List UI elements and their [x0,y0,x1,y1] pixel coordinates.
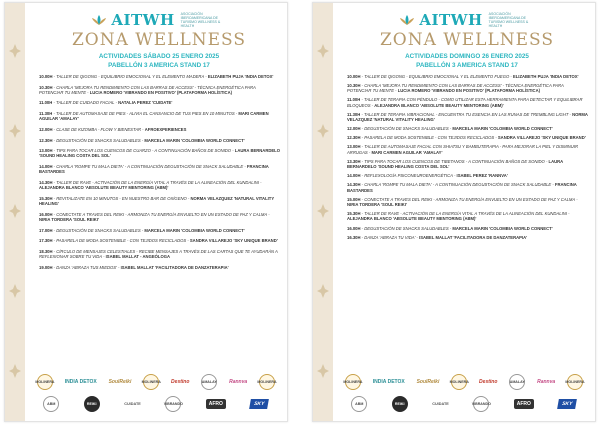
entry-description: - DEGUSTACIÓN DE SNACKS SALUDABLES - [360,126,453,132]
sponsor-footer [25,371,287,415]
entry-speaker: NORMA VELAZQUEZ 'NATURAL VITALITY HEALING' [347,111,588,123]
schedule-entry [345,197,589,208]
schedule-entry [37,127,281,132]
entry-speaker: FRANCINA BASTARDES [39,164,269,175]
entry-description: - TIPS PARA TOCAR LOS CUENCOS DE CUARZO - A CONTINUACIÓN BAÑOS DE SONIDO - [52,148,235,154]
schedule-entry [345,83,589,94]
entry-time: 13.00H [347,144,361,150]
ornament-icon [316,283,330,299]
entry-speaker: ALEJANDRA BLANCO 'ABSOLUTE BEAUTY MENTORING (ABM)' [347,216,477,222]
entry-description: - CHARLA 'MEJORA TU RENDIMIENTO CON LAS BARRAS DE ACCESS' - TÉCNICA ENERGÉTICA PARA POTENCIAR TU MENTE - [347,83,564,94]
sponsor-logo: VIBRANDO [473,396,489,412]
schedule-entry [37,100,281,105]
entry-time: 14.30H [39,179,53,185]
entry-speaker: NIRIA TORDERA 'SOUL REIKI' [39,217,99,223]
entry-time: 12.00H [347,126,361,132]
entry-description: - CONECTATE A TRAVES DEL REIKI - ARMONIZA TU ENERGÍA ENVUELTO EN UN ESTADO DE PAZ Y CALMA - [360,196,578,202]
entry-time: 19.00H [39,264,53,270]
schedule-entry [37,164,281,175]
entry-description: - PASARELA DE MODA SOSTENIBLE - CON TEJIDOS RECICLADOS - [52,238,190,244]
ornament-icon [8,43,22,59]
entry-description: - CHARLA 'ROMPE TU MALA DIETA' - A CONTINUACIÓN DEGUSTACIÓN DE SNACK SALUDABLE - [360,182,555,188]
entry-speaker: ISABEL MALLAT 'FACILITADORA DE DANZATERAPIA' [419,234,528,240]
schedule-entry [345,97,589,108]
sponsor-footer [333,371,595,415]
entry-description: - PASARELA DE MODA SOSTENIBLE - CON TEJIDOS RECICLADOS - [360,135,498,141]
schedule-entry [37,148,281,159]
schedule-entry [37,249,281,260]
entry-speaker: MARCELA MARIN 'COLOMBIA WORLD CONNECT' [144,227,245,233]
entry-description: - DANZA 'ABRAZA TUS MIEDOS' - [52,264,121,270]
entry-description: - DANZA 'ABRAZA TU VIDA' - [360,234,420,240]
sponsor-logo: Destino [171,379,190,385]
entry-description: - TALLER DE TERAPIA VIBRACIONAL - ENCUENTRA TU ESENCIA EN LAS RUNAS DE TREMBLING LIGHT - [360,111,573,117]
entry-speaker: ISABEL MALLAT 'FACILITADORA DE DANZATERAPIA' [120,264,229,270]
entry-speaker: LUCIA ROMERO 'VIBRANDO EN POSITIVO' (PLATAFORMA HOLÍSTICA) [397,88,540,94]
aitwh-logo [345,11,589,29]
schedule-entry [345,235,589,240]
activities-heading: ACTIVIDADES SÁBADO 25 ENERO 2025 [98,53,220,60]
entry-time: 10.30H [347,83,361,89]
schedule-entry [345,144,589,155]
entry-description: - DEGUSTACIÓN DE SNACKS SALUDABLES - [52,137,145,143]
entry-time: 12.30H [39,137,53,143]
entry-time: 13.30H [347,158,361,164]
schedule-entry [345,126,589,131]
schedule-entry [37,85,281,96]
entry-description: - DEGUSTACIÓN DE SNACKS SALUDABLES - [52,227,145,233]
entry-time: 12.00H [39,126,53,132]
schedule-entry [37,180,281,191]
zona-title: ZONA WELLNESS [379,30,555,50]
schedule-entry [37,196,281,207]
entry-speaker: ALEJANDRA BLANCO 'ABSOLUTE BEAUTY MENTORING (ABM)' [39,185,169,191]
entry-speaker: LAURA BERNARDELO 'SOUND HEALING COSTA DEL SOL' [347,158,564,170]
entry-time: 16.00H [347,225,361,231]
entry-speaker: ISABEL MALLAT - ANGEÓLOGA [105,254,170,260]
sponsor-logo: ABM [351,396,367,412]
entry-time: 15.00H [347,196,361,202]
schedule-sheet-saturday [4,2,288,422]
activities-heading: ACTIVIDADES DOMINGO 26 ENERO 2025 [405,53,529,60]
entry-speaker: MARCELA MARIN 'COLOMBIA WORLD CONNECT' [144,137,245,143]
sponsor-logo: VIBRANDO [165,396,181,412]
schedule-sheet-sunday [312,2,596,422]
sponsor-row-1 [25,371,287,393]
schedule-entry [345,135,589,140]
sponsor-logo: REIKI [392,396,408,412]
schedule-entry [345,173,589,178]
schedule-entry [345,112,589,123]
entry-description: - TALLER DE QIGONG - EQUILIBRIO EMOCIONAL Y EL ELEMENTO MADERA - [52,74,208,79]
sponsor-logo: MOLINERA [567,374,583,390]
lotus-icon [399,13,415,27]
entry-speaker: NATALIA PEREZ 'CUIDATE' [118,100,173,106]
ornament-icon [316,123,330,139]
ornament-icon [8,203,22,219]
entry-description: - TALLER DE AUTOMASAJE FACIAL CON SHIATSU Y BAMBUTERAPIA - PARA MEJORAR LA PIEL Y DISMINUIR ARRUGAS - [347,144,579,155]
entry-description: - TALLER DE RAVE - ACTIVACIÓN DE LA ENERGÍA VITAL A TRAVÉS DE LA ALINEACIÓN DEL KUNDALINI - [52,179,262,185]
entry-time: 14.00H [347,173,361,179]
sheet-content [333,3,595,421]
sponsor-logo: REIKI [84,396,100,412]
zona-title: ZONA WELLNESS [71,30,247,50]
entry-time: 12.30H [347,135,361,141]
lotus-icon [91,13,107,27]
sponsor-logo: SoulReiki [416,379,440,385]
logo-text: AITWH [419,11,483,29]
entry-time: 11.00H [347,97,361,103]
entry-speaker: ALEJANDRA BLANCO 'ABSOLUTE BEAUTY MENTORING (ABM)' [374,102,504,108]
schedule-entry [37,228,281,233]
entry-description: - DEGUSTACIÓN DE SNACKS SALUDABLES - [360,225,453,231]
sponsor-logo: MOLINERA [345,374,361,390]
ornament-icon [8,123,22,139]
sponsor-logo: CUIDATE [432,402,449,406]
sponsor-logo: Rannva [229,379,248,385]
schedule-entry [37,212,281,223]
entry-time: 15.30H [39,195,53,201]
ornament-icon [8,363,22,379]
entry-description: - CONECTATE A TRAVES DEL REIKI - ARMONIZA TU ENERGÍA ENVUELTO EN UN ESTADO DE PAZ Y CALMA - [52,211,270,217]
sponsor-logo: MOLINERA [451,374,467,390]
decorative-strip [5,3,25,421]
entry-time: 18.30H [39,248,53,254]
sponsor-logo: SKY [250,399,270,409]
entry-time: 13.00H [39,148,53,154]
entry-speaker: NIRIA TORDERA 'SOUL REIKI' [347,202,407,208]
schedule-list [345,74,589,240]
entry-speaker: SANDRA VILLAREJO 'SKY UNIQUE BRAND' [189,238,278,244]
entry-speaker: AFROEXPERIENCES [144,126,187,132]
entry-speaker: MARI CARMEN AGUILAR 'AMALAY' [39,111,269,122]
ornament-icon [316,363,330,379]
entry-speaker: NORMA VELAZQUEZ 'NATURAL VITALITY HEALING' [39,195,275,207]
logo-subtitle: ASOCIACIÓN IBEROAMERICANA DE TURISMO WELLNESS & HEALTH [180,12,221,28]
entry-speaker: MARCELA MARIN 'COLOMBIA WORLD CONNECT' [452,225,553,231]
sponsor-logo: MOLINERA [259,374,275,390]
sponsor-logo: AMALAY [201,374,217,390]
schedule-entry [345,159,589,170]
decorative-strip [313,3,333,421]
schedule-entry [345,211,589,222]
entry-speaker: LUCIA ROMERO 'VIBRANDO EN POSITIVO' (PLATAFORMA HOLÍSTICA) [89,89,232,95]
entry-description: - CÍRCULO DE MENSAJES CELESTIALES - RECIBE MENSAJES A TRAVÉS DE LAS CARTAS QUE TE AYUDARÁN A REFLEXIONAR SOBRE TU VIDA - [39,248,278,260]
sponsor-logo: Rannva [537,379,556,385]
entry-time: 16.00H [39,211,53,217]
entry-speaker: ELIZABETH PUJA 'INDIA DETOX' [512,74,579,79]
sponsor-logo: SoulReiki [108,379,132,385]
sponsor-logo: MOLINERA [37,374,53,390]
sponsor-row-2 [333,393,595,415]
entry-description: - CHARLA 'MEJORA TU RENDIMIENTO CON LAS BARRAS DE ACCESS' - TÉCNICA ENERGÉTICA PARA POTENCIAR TU MENTE - [39,84,256,95]
entry-speaker: MARI CARMEN AGUILAR 'AMALAY' [371,149,443,155]
sponsor-logo: AFRO [206,399,226,409]
schedule-entry [37,74,281,79]
entry-time: 10.00H [347,74,361,79]
aitwh-logo [37,11,281,29]
entry-time: 17.30H [39,238,53,244]
schedule-entry [345,226,589,231]
entry-description: - TALLER DE AUTOMASAJE DE PIES - ALIVIA EL CANSANCIO DE TUS PIES EN 10 MINUTOS - [52,111,239,117]
sponsor-logo: ABM [43,396,59,412]
schedule-list [37,74,281,270]
sponsor-logo: INDIA DETOX [64,379,97,385]
entry-time: 14.30H [347,182,361,188]
entry-time: 11.30H [39,111,53,117]
entry-time: 11.30H [347,111,361,117]
schedule-entry [37,111,281,122]
sheet-content [25,3,287,421]
entry-time: 16.30H [347,234,361,240]
sponsor-logo: AFRO [514,399,534,409]
entry-description: - TALLER DE CUIDADO FACIAL - [52,100,119,106]
entry-speaker: ISABEL PEREZ 'RANNVA' [456,173,508,179]
entry-time: 14.00H [39,164,53,170]
sponsor-logo: AMALAY [509,374,525,390]
entry-speaker: SANDRA VILLAREJO 'SKY UNIQUE BRAND' [497,135,586,141]
logo-subtitle: ASOCIACIÓN IBEROAMERICANA DE TURISMO WELLNESS & HEALTH [488,12,529,28]
entry-time: 10.30H [39,84,53,90]
sponsor-row-2 [25,393,287,415]
schedule-entry [37,138,281,143]
sponsor-logo: INDIA DETOX [372,379,405,385]
schedule-entry [345,182,589,193]
schedule-entry [37,265,281,270]
entry-description: - CLASE DE KIZOMBA - FLOW Y BIENESTAR - [52,126,145,132]
entry-description: - TALLER DE QIGONG - EQUILIBRIO EMOCIONAL Y EL ELEMENTO FUEGO - [360,74,513,79]
entry-description: - TALLER DE TERAPIA CON PÉNDULO - COMO UTILIZAR ESTA HERRAMIENTA PARA DETECTAR Y EQUILIBRAR BLOQUEOS - [347,97,583,108]
ornament-icon [316,43,330,59]
schedule-entry [345,74,589,79]
pavilion-heading: PABELLÓN 3 AMERICA STAND 17 [108,62,210,69]
entry-time: 10.00H [39,74,53,79]
logo-text: AITWH [111,11,175,29]
sponsor-row-1 [333,371,595,393]
entry-description: - TIPS PARA TOCAR LOS CUENCOS DE TIBETANOS - A CONTINUACIÓN BAÑOS DE SONIDO - [360,158,549,164]
sponsor-logo: SKY [558,399,578,409]
sponsor-logo: MOLINERA [143,374,159,390]
entry-speaker: LAURA BERNARDELO 'SOUND HEALING COSTA DEL SOL' [39,148,280,159]
entry-time: 17.00H [39,227,53,233]
entry-time: 11.00H [39,100,53,106]
entry-description: - TALLER DE RAVE - ACTIVACIÓN DE LA ENERGÍA VITAL A TRAVÉS DE LA ALINEACIÓN DEL KUNDALINI - [360,211,570,217]
entry-time: 15.30H [347,211,361,217]
entry-speaker: ELIZABETH PUJA 'INDIA DETOX' [207,74,274,79]
ornament-icon [8,283,22,299]
ornament-icon [316,203,330,219]
entry-description: - REVITALIZATE EN 10 MINUTOS - EN NUESTRO BAR DE OXÍGENO - [52,195,191,201]
sponsor-logo: CUIDATE [124,402,141,406]
entry-speaker: MARCELA MARIN 'COLOMBIA WORLD CONNECT' [452,126,553,132]
schedule-entry [37,238,281,243]
entry-description: - CHARLA 'ROMPE TU MALA DIETA' - A CONTINUACIÓN DEGUSTACIÓN DE SNACK SALUDABLE - [52,164,247,170]
entry-description: - REFLEXOLOGÍA PSICONEUROENERGÉTICA - [360,173,457,179]
sponsor-logo: Destino [479,379,498,385]
entry-speaker: FRANCINA BASTARDES [347,182,577,193]
pavilion-heading: PABELLÓN 3 AMERICA STAND 17 [416,62,518,69]
